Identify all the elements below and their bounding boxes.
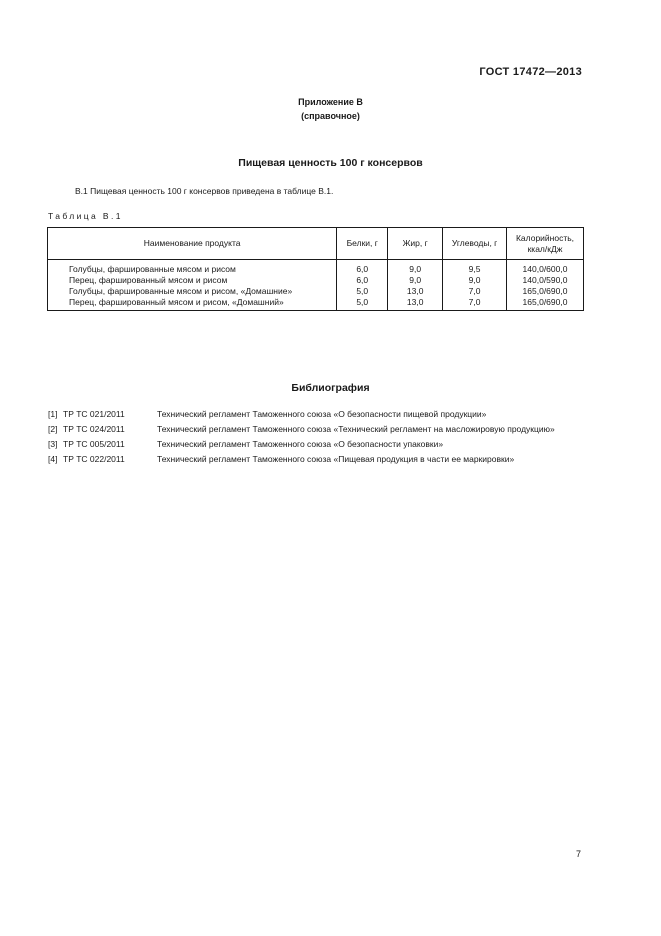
bibliography-item — [48, 439, 584, 450]
document-code: ГОСТ 17472—2013 — [479, 66, 582, 78]
appendix-title: Приложение В — [298, 97, 363, 107]
bibliography-item — [48, 409, 584, 420]
bibliography-list — [48, 409, 584, 469]
column-header-calories — [507, 228, 584, 260]
protein-cell: 5,0 — [337, 297, 388, 311]
product-name-cell: Перец, фаршированный мясом и рисом, «Домашний» — [48, 297, 337, 311]
section-title: Пищевая ценность 100 г консервов — [238, 157, 423, 169]
appendix-subtitle: (справочное) — [301, 111, 360, 121]
product-name-cell: Голубцы, фаршированные мясом и рисом — [48, 260, 337, 276]
calories-cell: 140,0/590,0 — [507, 275, 584, 286]
table-row — [48, 260, 584, 276]
appendix-heading — [0, 95, 661, 123]
bibliography-item — [48, 424, 584, 435]
protein-cell: 6,0 — [337, 275, 388, 286]
bibliography-item-code: ТР ТС 021/2011 — [63, 409, 125, 419]
calories-cell: 165,0/690,0 — [507, 286, 584, 297]
bibliography-title: Библиография — [291, 382, 370, 394]
bibliography-item-text: Технический регламент Таможенного союза «Технический регламент на масложировую продукцию» — [157, 424, 555, 434]
table-row — [48, 275, 584, 286]
fat-cell: 9,0 — [388, 260, 443, 276]
product-name-cell: Голубцы, фаршированные мясом и рисом, «Домашние» — [48, 286, 337, 297]
table-label: Таблица В.1 — [48, 211, 123, 221]
table-row — [48, 286, 584, 297]
product-name-cell: Перец, фаршированный мясом и рисом — [48, 275, 337, 286]
bibliography-item-code: ТР ТС 005/2011 — [63, 439, 125, 449]
bibliography-item-text: Технический регламент Таможенного союза «О безопасности упаковки» — [157, 439, 444, 449]
bibliography-item-number: [3] — [48, 439, 58, 449]
fat-cell: 13,0 — [388, 286, 443, 297]
bibliography-item-text: Технический регламент Таможенного союза «Пищевая продукция в части ее маркировки» — [157, 454, 515, 464]
column-header-name: Наименование продукта — [48, 228, 337, 260]
bibliography-item-code: ТР ТС 024/2011 — [63, 424, 125, 434]
carbs-cell: 9,0 — [443, 275, 507, 286]
calories-header-line1: Калорийность, — [515, 232, 575, 243]
bibliography-item — [48, 454, 584, 465]
protein-cell: 5,0 — [337, 286, 388, 297]
calories-header-line2: ккал/кДж — [527, 243, 563, 254]
protein-cell: 6,0 — [337, 260, 388, 276]
column-header-fat: Жир, г — [388, 228, 443, 260]
page-number: 7 — [575, 849, 581, 859]
nutrition-table — [47, 227, 584, 311]
carbs-cell: 7,0 — [443, 297, 507, 311]
calories-cell: 140,0/600,0 — [507, 260, 584, 276]
calories-cell: 165,0/690,0 — [507, 297, 584, 311]
fat-cell: 9,0 — [388, 275, 443, 286]
bibliography-item-number: [2] — [48, 424, 58, 434]
bibliography-item-code: ТР ТС 022/2011 — [63, 454, 125, 464]
bibliography-item-number: [1] — [48, 409, 58, 419]
carbs-cell: 7,0 — [443, 286, 507, 297]
bibliography-item-number: [4] — [48, 454, 58, 464]
fat-cell: 13,0 — [388, 297, 443, 311]
column-header-carbs: Углеводы, г — [443, 228, 507, 260]
bibliography-item-text: Технический регламент Таможенного союза «О безопасности пищевой продукции» — [157, 409, 487, 419]
table-row — [48, 297, 584, 311]
table-header-row — [48, 228, 584, 260]
column-header-protein: Белки, г — [337, 228, 388, 260]
carbs-cell: 9,5 — [443, 260, 507, 276]
intro-paragraph: В.1 Пищевая ценность 100 г консервов приведена в таблице В.1. — [75, 186, 334, 196]
